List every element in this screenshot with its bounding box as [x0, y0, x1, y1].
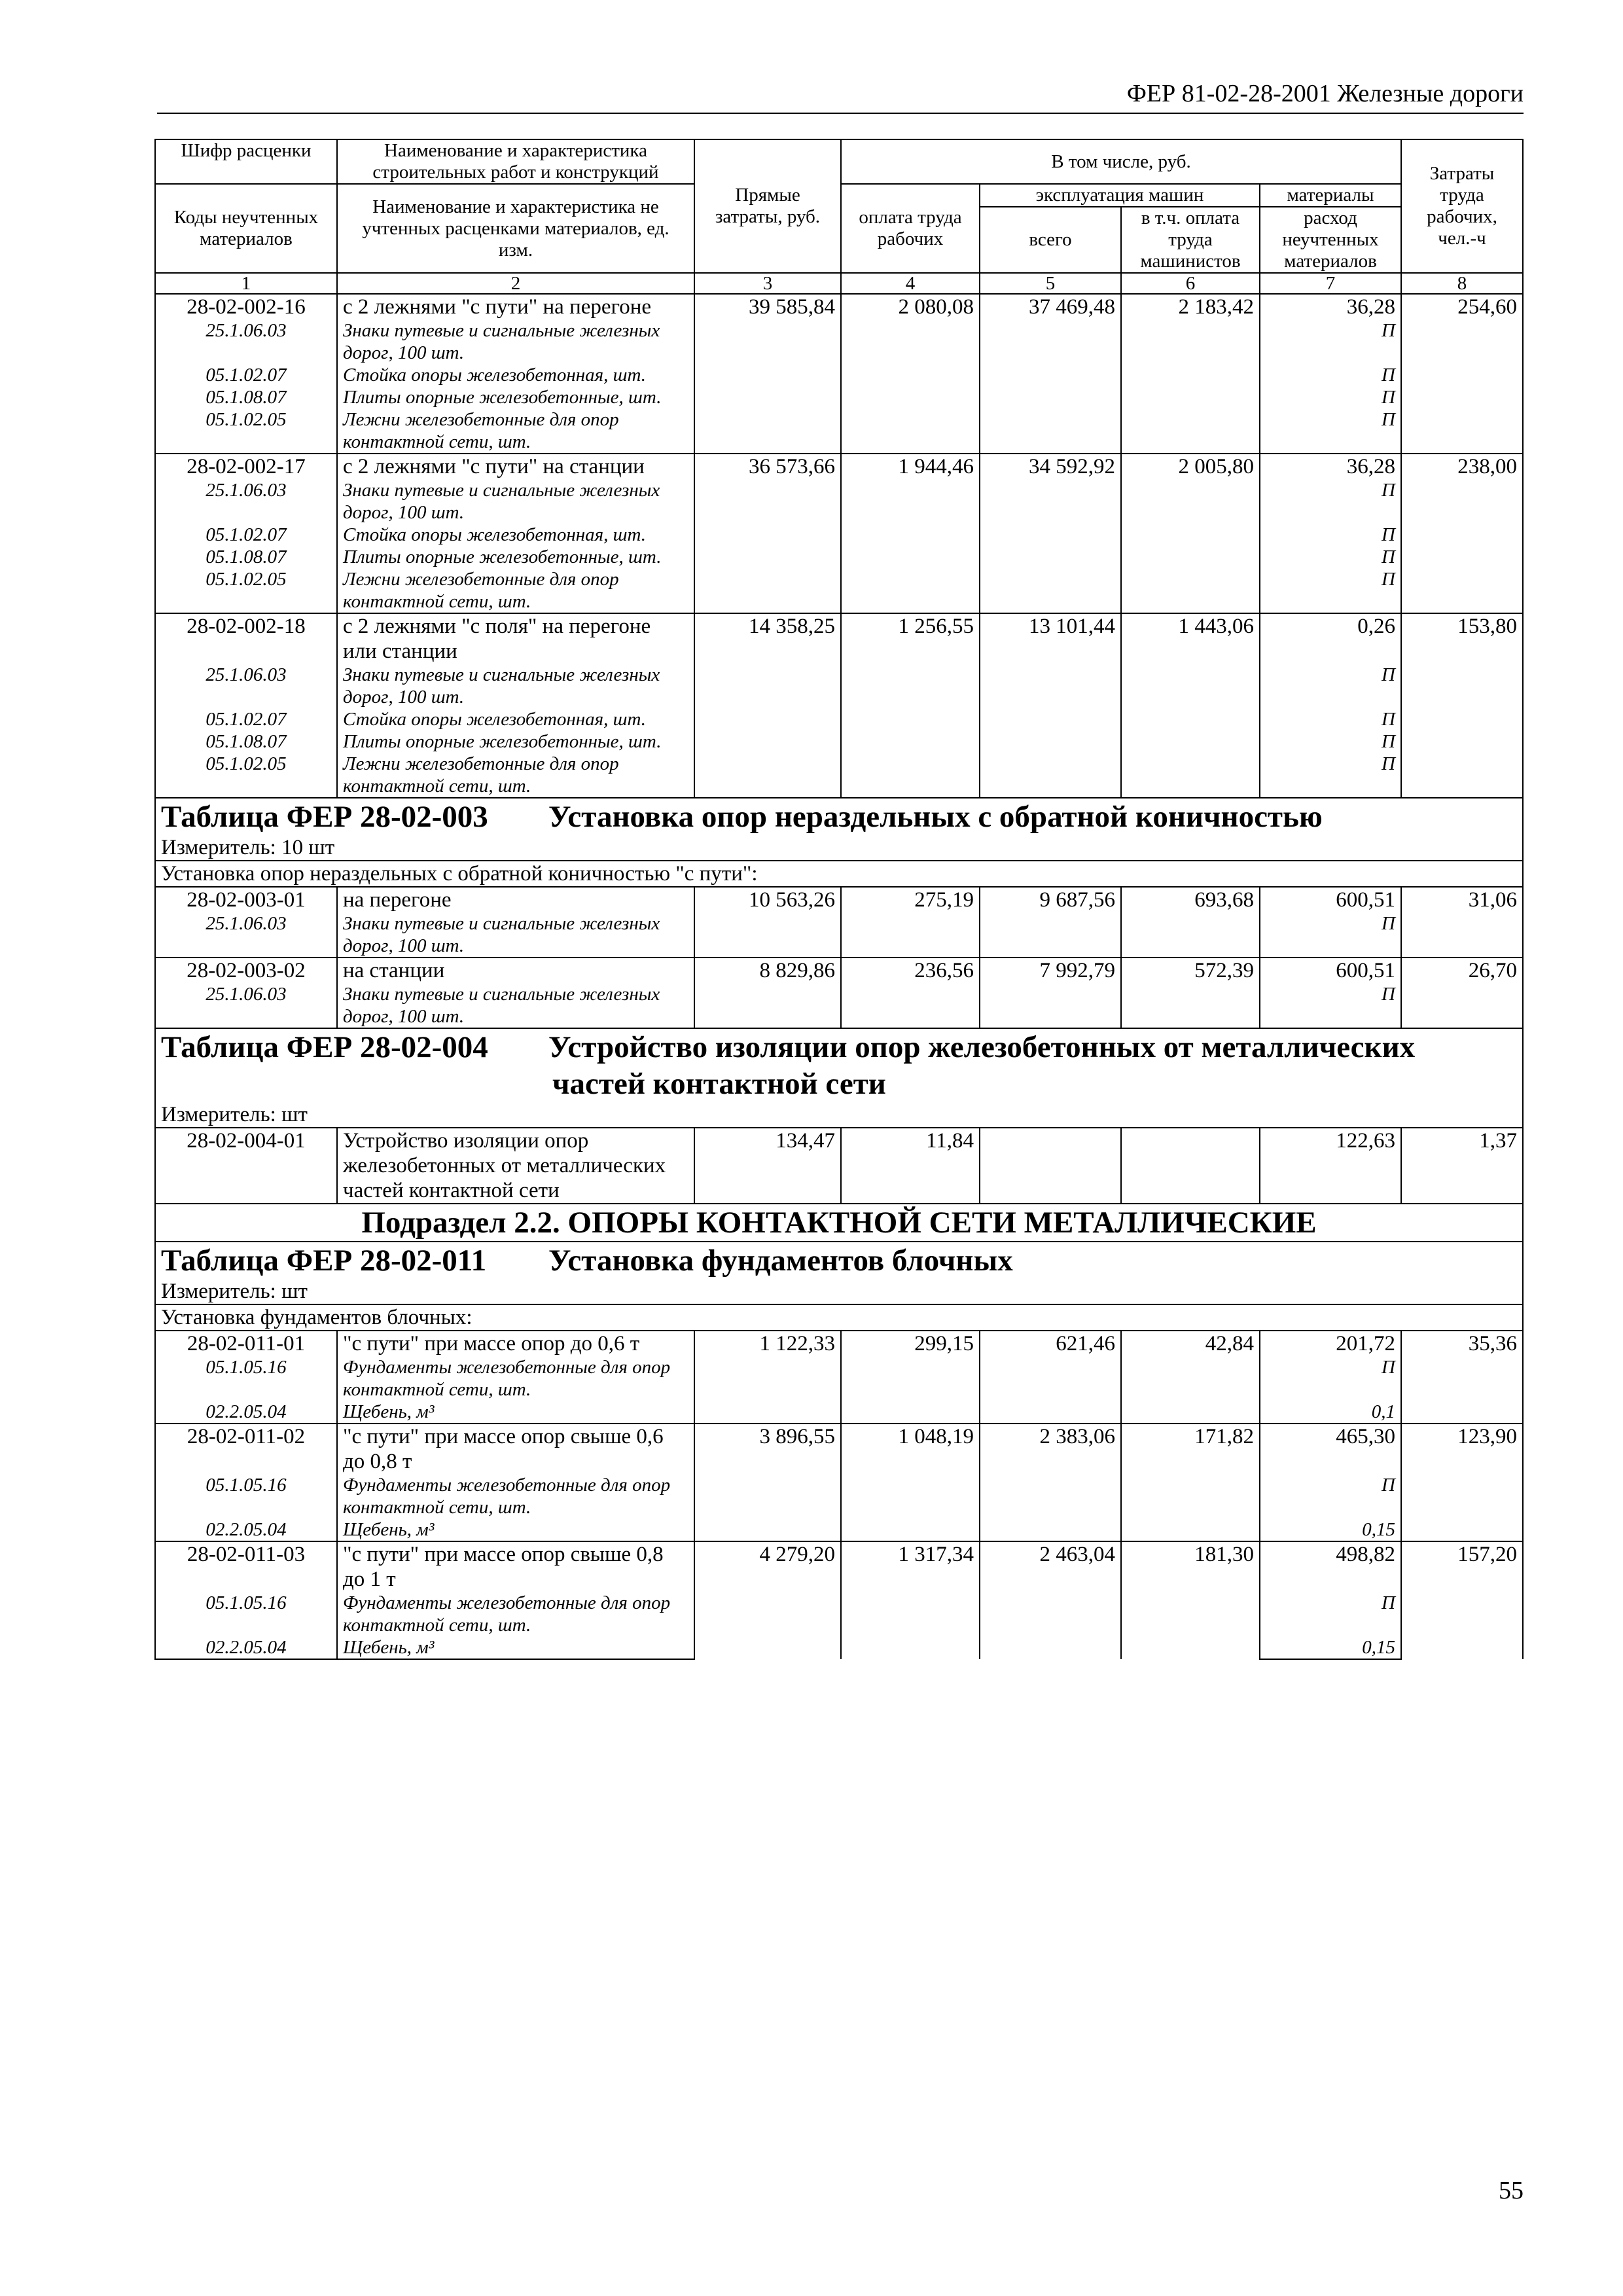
- material-code: 02.2.05.04: [155, 1636, 337, 1659]
- material-code: 25.1.06.03: [155, 664, 337, 708]
- table-title-row: [155, 1242, 1523, 1279]
- material-code: 25.1.06.03: [155, 912, 337, 958]
- labor-hours: 153,80: [1401, 613, 1523, 798]
- col-mat-usage: расход неучтенных материалов: [1260, 207, 1401, 273]
- machinist-wage: 693,68: [1121, 887, 1260, 958]
- material-usage: 0,1: [1260, 1401, 1401, 1424]
- material-code: 05.1.02.05: [155, 753, 337, 798]
- rate-row: [155, 887, 1523, 912]
- section-title: Подраздел 2.2. ОПОРЫ КОНТАКТНОЙ СЕТИ МЕТАЛЛИЧЕСКИЕ: [155, 1204, 1523, 1242]
- labor-hours: 238,00: [1401, 454, 1523, 613]
- header-row-1: [155, 139, 1523, 184]
- machinist-wage: [1121, 1128, 1260, 1204]
- material-code: 05.1.05.16: [155, 1356, 337, 1401]
- direct-cost: 1 122,33: [694, 1331, 841, 1424]
- material-code: 02.2.05.04: [155, 1518, 337, 1541]
- machine-cost: 2 463,04: [980, 1541, 1121, 1659]
- table-number: Таблица ФЕР 28-02-003: [161, 800, 488, 834]
- col-mach-wage: в т.ч. оплата труда машинистов: [1121, 207, 1260, 273]
- wage-cost: 11,84: [841, 1128, 980, 1204]
- machine-cost: 7 992,79: [980, 958, 1121, 1028]
- material-usage: П: [1260, 1474, 1401, 1518]
- rate-row: [155, 294, 1523, 319]
- col-num: 4: [841, 273, 980, 294]
- material-code: 05.1.02.07: [155, 708, 337, 730]
- wage-cost: 1 317,34: [841, 1541, 980, 1659]
- machinist-wage: 2 183,42: [1121, 294, 1260, 454]
- labor-hours: 1,37: [1401, 1128, 1523, 1204]
- material-cost: 122,63: [1260, 1128, 1401, 1204]
- direct-cost: 36 573,66: [694, 454, 841, 613]
- direct-cost: 14 358,25: [694, 613, 841, 798]
- rate-row: [155, 454, 1523, 479]
- labor-hours: 35,36: [1401, 1331, 1523, 1424]
- rate-row: [155, 1541, 1523, 1592]
- material-code: 05.1.02.07: [155, 364, 337, 386]
- machine-cost: 9 687,56: [980, 887, 1121, 958]
- col-num: 6: [1121, 273, 1260, 294]
- labor-hours: 123,90: [1401, 1424, 1523, 1541]
- rate-code: 28-02-011-01: [155, 1331, 337, 1356]
- section-intro: Установка фундаментов блочных:: [155, 1304, 1523, 1331]
- wage-cost: 236,56: [841, 958, 980, 1028]
- table-title-row: [155, 1028, 1523, 1102]
- material-usage: П: [1260, 983, 1401, 1028]
- col-num: 8: [1401, 273, 1523, 294]
- column-numbers-row: [155, 273, 1523, 294]
- table-title: Устройство изоляции опор железобетонных от металлических: [548, 1030, 1416, 1064]
- material-usage: П: [1260, 479, 1401, 524]
- col-code-top: Шифр расценки: [155, 139, 337, 184]
- material-code: 05.1.02.05: [155, 408, 337, 454]
- table-title: Установка фундаментов блочных: [548, 1244, 1013, 1278]
- section-title-row: [155, 1204, 1523, 1242]
- machinist-wage: 1 443,06: [1121, 613, 1260, 798]
- meter: Измеритель: шт: [155, 1102, 1523, 1128]
- material-code: 05.1.02.07: [155, 524, 337, 546]
- rate-name: "с пути" при массе опор до 0,6 т: [337, 1331, 694, 1356]
- material-name: Фундаменты железобетонные для опор контактной сети, шт.: [337, 1474, 694, 1518]
- material-name: Фундаменты железобетонные для опор контактной сети, шт.: [337, 1356, 694, 1401]
- material-usage: П: [1260, 546, 1401, 568]
- meter: Измеритель: шт: [155, 1279, 1523, 1304]
- col-mach-total: всего: [980, 207, 1121, 273]
- meter-row: [155, 1279, 1523, 1304]
- rate-row: [155, 613, 1523, 664]
- direct-cost: 10 563,26: [694, 887, 841, 958]
- rate-row: [155, 1128, 1523, 1204]
- rate-code: 28-02-003-01: [155, 887, 337, 912]
- rate-name: на перегоне: [337, 887, 694, 912]
- wage-cost: 1 944,46: [841, 454, 980, 613]
- running-header: ФЕР 81-02-28-2001 Железные дороги: [157, 77, 1524, 114]
- rates-table: [154, 139, 1524, 1660]
- col-machines: эксплуатация машин: [980, 184, 1260, 207]
- section-intro: Установка опор нераздельных с обратной коничностью "с пути":: [155, 861, 1523, 887]
- machinist-wage: 181,30: [1121, 1541, 1260, 1659]
- material-name: Фундаменты железобетонные для опор контактной сети, шт.: [337, 1592, 694, 1636]
- material-code: 05.1.05.16: [155, 1592, 337, 1636]
- material-cost: 465,30: [1260, 1424, 1401, 1474]
- labor-hours: 26,70: [1401, 958, 1523, 1028]
- material-name: Стойка опоры железобетонная, шт.: [337, 364, 694, 386]
- col-direct: Прямые затраты, руб.: [694, 139, 841, 273]
- material-code: 25.1.06.03: [155, 479, 337, 524]
- material-usage: П: [1260, 319, 1401, 364]
- rate-name: с 2 лежнями "с пути" на перегоне: [337, 294, 694, 319]
- wage-cost: 2 080,08: [841, 294, 980, 454]
- rate-code: 28-02-002-18: [155, 613, 337, 664]
- direct-cost: 8 829,86: [694, 958, 841, 1028]
- rate-name: "с пути" при массе опор свыше 0,6 до 0,8 т: [337, 1424, 694, 1474]
- rate-row: [155, 1331, 1523, 1356]
- material-cost: 201,72: [1260, 1331, 1401, 1356]
- material-name: Лежни железобетонные для опор контактной сети, шт.: [337, 408, 694, 454]
- material-code: 25.1.06.03: [155, 983, 337, 1028]
- machine-cost: [980, 1128, 1121, 1204]
- rate-code: 28-02-003-02: [155, 958, 337, 983]
- machinist-wage: 2 005,80: [1121, 454, 1260, 613]
- material-name: Стойка опоры железобетонная, шт.: [337, 524, 694, 546]
- meter: Измеритель: 10 шт: [155, 835, 1523, 861]
- rate-row: [155, 1424, 1523, 1474]
- table-number: Таблица ФЕР 28-02-011: [161, 1244, 487, 1278]
- material-name: Плиты опорные железобетонные, шт.: [337, 386, 694, 408]
- rate-name: с 2 лежнями "с пути" на станции: [337, 454, 694, 479]
- material-name: Знаки путевые и сигнальные железных дорог, 100 шт.: [337, 319, 694, 364]
- machine-cost: 13 101,44: [980, 613, 1121, 798]
- labor-hours: 254,60: [1401, 294, 1523, 454]
- material-usage: П: [1260, 568, 1401, 613]
- material-usage: П: [1260, 912, 1401, 958]
- wage-cost: 275,19: [841, 887, 980, 958]
- machine-cost: 2 383,06: [980, 1424, 1121, 1541]
- col-num: 2: [337, 273, 694, 294]
- material-name: Знаки путевые и сигнальные железных дорог, 100 шт.: [337, 912, 694, 958]
- wage-cost: 1 048,19: [841, 1424, 980, 1541]
- rate-name: Устройство изоляции опор железобетонных от металлических частей контактной сети: [337, 1128, 694, 1204]
- rate-name: на станции: [337, 958, 694, 983]
- col-wage: оплата труда рабочих: [841, 184, 980, 273]
- material-name: Знаки путевые и сигнальные железных дорог, 100 шт.: [337, 479, 694, 524]
- col-materials: материалы: [1260, 184, 1401, 207]
- material-code: 05.1.08.07: [155, 730, 337, 753]
- meter-row: [155, 1102, 1523, 1128]
- wage-cost: 299,15: [841, 1331, 980, 1424]
- material-name: Щебень, м³: [337, 1518, 694, 1541]
- table-number: Таблица ФЕР 28-02-004: [161, 1030, 488, 1064]
- material-name: Щебень, м³: [337, 1636, 694, 1659]
- material-usage: 0,15: [1260, 1636, 1401, 1659]
- direct-cost: 39 585,84: [694, 294, 841, 454]
- material-code: 02.2.05.04: [155, 1401, 337, 1424]
- material-usage: П: [1260, 1592, 1401, 1636]
- material-name: Лежни железобетонные для опор контактной сети, шт.: [337, 753, 694, 798]
- material-name: Лежни железобетонные для опор контактной сети, шт.: [337, 568, 694, 613]
- material-code: 05.1.02.05: [155, 568, 337, 613]
- col-code-bottom: Коды неучтенных материалов: [155, 184, 337, 273]
- material-usage: П: [1260, 753, 1401, 798]
- table-title-cont: частей контактной сети: [552, 1067, 886, 1101]
- material-usage: П: [1260, 730, 1401, 753]
- machine-cost: 621,46: [980, 1331, 1121, 1424]
- machine-cost: 37 469,48: [980, 294, 1121, 454]
- machinist-wage: 572,39: [1121, 958, 1260, 1028]
- material-usage: П: [1260, 664, 1401, 708]
- material-usage: П: [1260, 524, 1401, 546]
- table-title-row: [155, 798, 1523, 835]
- col-num: 7: [1260, 273, 1401, 294]
- section-intro-row: [155, 861, 1523, 887]
- page-number: 55: [1499, 2177, 1524, 2204]
- material-code: 05.1.08.07: [155, 386, 337, 408]
- rate-code: 28-02-011-02: [155, 1424, 337, 1474]
- direct-cost: 3 896,55: [694, 1424, 841, 1541]
- direct-cost: 4 279,20: [694, 1541, 841, 1659]
- material-usage: П: [1260, 1356, 1401, 1401]
- machinist-wage: 171,82: [1121, 1424, 1260, 1541]
- labor-hours: 31,06: [1401, 887, 1523, 958]
- rate-code: 28-02-011-03: [155, 1541, 337, 1592]
- rate-name: "с пути" при массе опор свыше 0,8 до 1 т: [337, 1541, 694, 1592]
- rate-code: 28-02-004-01: [155, 1128, 337, 1204]
- material-code: 25.1.06.03: [155, 319, 337, 364]
- machinist-wage: 42,84: [1121, 1331, 1260, 1424]
- meter-row: [155, 835, 1523, 861]
- col-num: 1: [155, 273, 337, 294]
- material-code: 05.1.08.07: [155, 546, 337, 568]
- rate-row: [155, 958, 1523, 983]
- machine-cost: 34 592,92: [980, 454, 1121, 613]
- rate-code: 28-02-002-17: [155, 454, 337, 479]
- material-name: Щебень, м³: [337, 1401, 694, 1424]
- table-title: Установка опор нераздельных с обратной коничностью: [548, 800, 1323, 834]
- material-name: Знаки путевые и сигнальные железных дорог, 100 шт.: [337, 664, 694, 708]
- material-name: Плиты опорные железобетонные, шт.: [337, 730, 694, 753]
- material-cost: 36,28: [1260, 294, 1401, 319]
- wage-cost: 1 256,55: [841, 613, 980, 798]
- labor-hours: 157,20: [1401, 1541, 1523, 1659]
- material-usage: П: [1260, 364, 1401, 386]
- col-num: 5: [980, 273, 1121, 294]
- material-usage: 0,15: [1260, 1518, 1401, 1541]
- material-cost: 600,51: [1260, 887, 1401, 912]
- material-name: Стойка опоры железобетонная, шт.: [337, 708, 694, 730]
- material-code: 05.1.05.16: [155, 1474, 337, 1518]
- material-usage: П: [1260, 386, 1401, 408]
- material-name: Знаки путевые и сигнальные железных дорог, 100 шт.: [337, 983, 694, 1028]
- material-cost: 36,28: [1260, 454, 1401, 479]
- col-name-top: Наименование и характеристика строительных работ и конструкций: [337, 139, 694, 184]
- col-name-bottom: Наименование и характеристика не учтенных расценками материалов, ед. изм.: [337, 184, 694, 273]
- material-cost: 0,26: [1260, 613, 1401, 664]
- col-num: 3: [694, 273, 841, 294]
- rate-name: с 2 лежнями "с поля" на перегоне или станции: [337, 613, 694, 664]
- material-name: Плиты опорные железобетонные, шт.: [337, 546, 694, 568]
- direct-cost: 134,47: [694, 1128, 841, 1204]
- material-cost: 498,82: [1260, 1541, 1401, 1592]
- material-usage: П: [1260, 708, 1401, 730]
- material-usage: П: [1260, 408, 1401, 454]
- col-labor: Затраты труда рабочих, чел.-ч: [1401, 139, 1523, 273]
- col-incl: В том числе, руб.: [841, 139, 1401, 184]
- rate-code: 28-02-002-16: [155, 294, 337, 319]
- section-intro-row: [155, 1304, 1523, 1331]
- material-cost: 600,51: [1260, 958, 1401, 983]
